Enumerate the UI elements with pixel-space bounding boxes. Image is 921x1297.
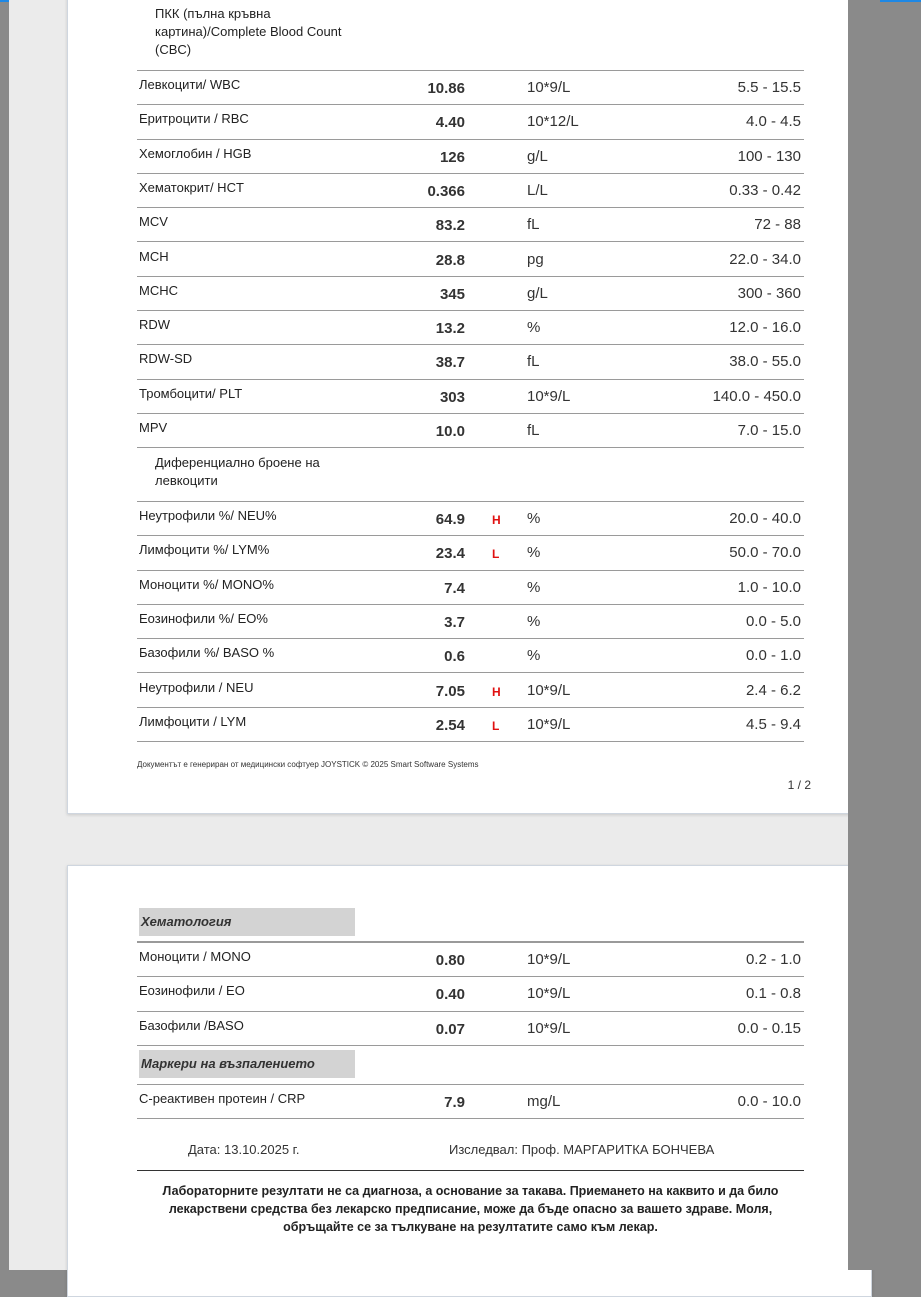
result-reference-range: 100 - 130 (737, 147, 801, 165)
result-unit: g/L (527, 284, 548, 302)
result-reference-range: 0.0 - 5.0 (745, 612, 801, 630)
result-row (137, 977, 804, 1011)
examined-by: Изследвал: Проф. МАРГАРИТКА БОНЧЕВА (449, 1142, 715, 1157)
result-value: 13.2 (435, 320, 465, 338)
result-row (137, 105, 804, 139)
result-reference-range: 12.0 - 16.0 (729, 319, 801, 337)
result-name: RDW (139, 317, 171, 333)
result-row (137, 674, 804, 708)
result-unit: fL (527, 422, 540, 439)
signature-line (137, 1170, 804, 1171)
result-unit: fL (527, 216, 540, 234)
result-value: 126 (439, 148, 465, 166)
result-row (137, 502, 804, 536)
result-unit: g/L (527, 147, 548, 165)
result-value: 38.7 (435, 354, 465, 372)
result-row (137, 708, 804, 742)
result-value: 0.07 (435, 1020, 465, 1038)
result-unit: 10*9/L (527, 681, 571, 699)
result-reference-range: 2.4 - 6.2 (745, 681, 801, 699)
section-cbc-title: ПКК (пълна кръвна картина)/Complete Blood Count (CBC) (155, 6, 342, 57)
result-unit: % (527, 612, 541, 630)
result-name: Еритроцити / RBC (139, 111, 249, 127)
result-row (137, 243, 804, 277)
result-value: 303 (439, 388, 465, 406)
result-value: 0.6 (444, 648, 465, 666)
result-reference-range: 0.1 - 0.8 (745, 985, 801, 1003)
result-value: 7.4 (444, 579, 465, 597)
result-name: Лимфоцити %/ LYM% (139, 542, 270, 558)
result-unit: L/L (527, 181, 548, 199)
pdf-viewer[interactable] (9, 0, 880, 1270)
result-name: Неутрофили / NEU (139, 679, 254, 695)
result-row (137, 345, 804, 379)
cbc-top-line (137, 70, 804, 71)
result-flag: L (492, 718, 500, 733)
result-value: 0.80 (435, 952, 465, 969)
result-unit: % (527, 319, 541, 337)
result-value: 0.366 (427, 182, 465, 200)
result-name: Хемоглобин / HGB (139, 145, 252, 161)
result-row (137, 943, 804, 977)
result-reference-range: 300 - 360 (737, 284, 801, 302)
result-unit: % (527, 578, 541, 596)
result-reference-range: 22.0 - 34.0 (729, 250, 801, 268)
result-row (137, 174, 804, 208)
result-name: Моноцити %/ MONO% (139, 576, 274, 592)
result-value: 4.40 (435, 114, 465, 132)
result-reference-range: 1.0 - 10.0 (737, 578, 801, 596)
result-reference-range: 72 - 88 (754, 216, 801, 234)
result-reference-range: 50.0 - 70.0 (729, 544, 801, 562)
result-row (137, 639, 804, 673)
result-row (137, 1012, 804, 1046)
result-row (137, 605, 804, 639)
result-unit: % (527, 544, 541, 562)
result-value: 345 (439, 285, 465, 303)
result-name: Базофили %/ BASO % (139, 645, 275, 661)
result-unit: fL (527, 353, 540, 371)
result-row (137, 208, 804, 242)
result-row (137, 277, 804, 311)
result-value: 23.4 (435, 545, 465, 563)
result-reference-range: 7.0 - 15.0 (737, 422, 801, 439)
result-unit: 10*9/L (527, 951, 571, 968)
result-unit: % (527, 510, 541, 527)
scrollbar-track[interactable] (848, 0, 880, 1270)
inflammation-header-label: Маркери на възпалението (141, 1056, 315, 1071)
result-unit: 10*9/L (527, 985, 571, 1003)
result-reference-range: 0.2 - 1.0 (745, 951, 801, 968)
result-value: 2.54 (435, 716, 465, 734)
result-reference-range: 38.0 - 55.0 (729, 353, 801, 371)
section-diff-title: Диференциално броене на левкоцити (155, 455, 320, 488)
result-reference-range: 0.33 - 0.42 (729, 181, 801, 199)
result-value: 3.7 (444, 613, 465, 631)
result-value: 7.05 (435, 682, 465, 700)
result-name: Моноцити / MONO (139, 949, 251, 964)
result-unit: % (527, 647, 541, 665)
result-reference-range: 4.0 - 4.5 (745, 113, 801, 131)
result-value: 7.9 (444, 1094, 465, 1111)
result-value: 64.9 (435, 511, 465, 528)
result-flag: H (492, 513, 501, 527)
result-name: C-реактивен протеин / CRP (139, 1091, 306, 1106)
result-reference-range: 0.0 - 0.15 (737, 1019, 801, 1037)
inflammation-header (139, 1050, 355, 1078)
result-name: MCV (139, 214, 168, 230)
result-row (137, 414, 804, 448)
inflammation-top-line (137, 1084, 804, 1085)
result-name: Тромбоцити/ PLT (139, 385, 243, 401)
result-reference-range: 20.0 - 40.0 (729, 510, 801, 527)
diff-top-line (137, 501, 804, 502)
pdf-page-1 (67, 0, 872, 814)
result-unit: mg/L (527, 1093, 561, 1110)
result-reference-range: 0.0 - 1.0 (745, 647, 801, 665)
result-name: MCHC (139, 282, 178, 298)
result-name: RDW-SD (139, 351, 193, 367)
result-row (137, 571, 804, 605)
result-unit: 10*9/L (527, 387, 571, 405)
result-unit: 10*9/L (527, 715, 571, 733)
result-unit: 10*9/L (527, 79, 571, 96)
result-value: 83.2 (435, 217, 465, 235)
result-row (137, 71, 804, 105)
generated-by-note: Документът е генериран от медицински софтуер JOYSTICK © 2025 Smart Software Systems (137, 760, 479, 769)
result-name: Левкоцити/ WBC (139, 77, 241, 92)
result-reference-range: 140.0 - 450.0 (712, 387, 801, 405)
result-row (137, 311, 804, 345)
result-name: MPV (139, 420, 168, 435)
result-name: Хематокрит/ HCT (139, 179, 244, 195)
result-name: Еозинофили %/ EO% (139, 610, 268, 626)
report-date: Дата: 13.10.2025 г. (188, 1142, 300, 1157)
result-name: Еозинофили / EO (139, 983, 245, 999)
result-name: Базофили /BASO (139, 1017, 244, 1033)
result-row (137, 140, 804, 174)
result-reference-range: 0.0 - 10.0 (737, 1093, 801, 1110)
result-name: Лимфоцити / LYM (139, 713, 247, 729)
result-row (137, 536, 804, 570)
result-name: MCH (139, 248, 169, 264)
result-name: Неутрофили %/ NEU% (139, 508, 277, 523)
result-row (137, 1085, 804, 1119)
result-value: 10.0 (435, 423, 465, 440)
page-number: 1 / 2 (787, 778, 811, 792)
result-reference-range: 4.5 - 9.4 (745, 715, 801, 733)
result-flag: H (492, 684, 501, 699)
result-value: 0.40 (435, 986, 465, 1004)
result-value: 28.8 (435, 251, 465, 269)
result-row (137, 380, 804, 414)
result-reference-range: 5.5 - 15.5 (737, 79, 801, 96)
pdf-page-2 (67, 865, 872, 1297)
disclaimer-text: Лабораторните резултати не са диагноза, а основание за такава. Приемането на каквито и да било лекарствени средства без лекарско предписание, може да бъде опасно за вашето здраве. Моля, обръщайте се за тълкуване на резултатите само към лекар. (162, 1184, 779, 1234)
result-unit: 10*9/L (527, 1019, 571, 1037)
result-unit: 10*12/L (527, 113, 579, 131)
hematology-header-label: Хематология (141, 914, 232, 929)
result-value: 10.86 (427, 80, 465, 97)
result-flag: L (492, 547, 500, 562)
result-unit: pg (527, 250, 544, 268)
hematology-header (139, 908, 355, 936)
